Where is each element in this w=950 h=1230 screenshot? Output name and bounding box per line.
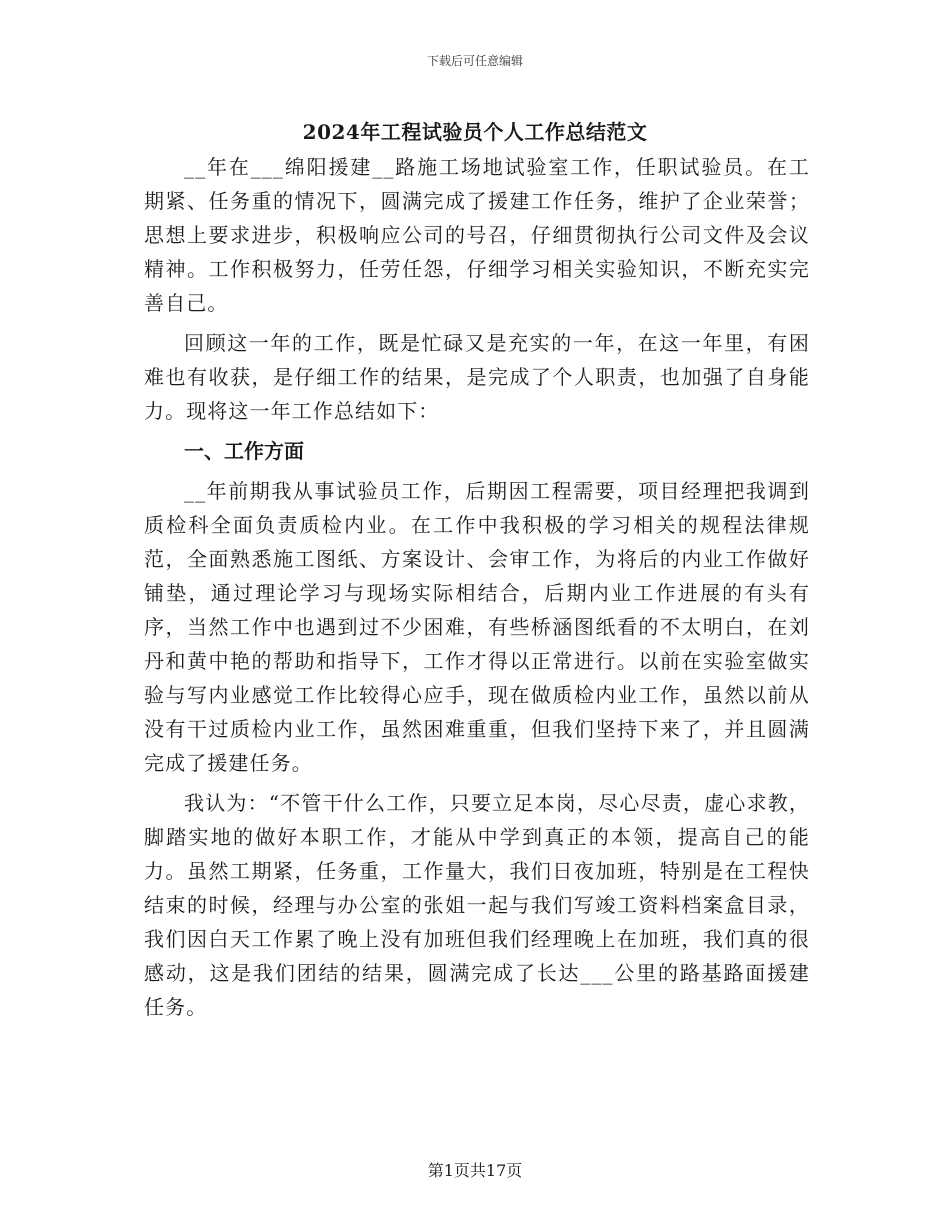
document-body (144, 150, 810, 1024)
header-note: 下载后可任意编辑 (426, 54, 523, 68)
paragraph-review: 回顾这一年的工作，既是忙碌又是充实的一年，在这一年里，有困难也有收获，是仔细工作的结果，是完成了个人职责，也加强了自身能力。现将这一年工作总结如下： (144, 331, 810, 423)
paragraph-opinion: 我认为：“不管干什么工作，只要立足本岗，尽心尽责，虚心求教，脚踏实地的做好本职工作，才能从中学到真正的本领，提高自己的能力。虽然工期紧，任务重，工作量大，我们日夜加班，特别是在工程快结束的时候，经理与办公室的张姐一起与我们写竣工资料档案盒目录，我们因白天工作累了晚上没有加班但我们经理晚上在加班，我们真的很感动，这是我们团结的结果，圆满完成了长达___公里的路基路面援建任务。 (144, 791, 810, 1019)
section-heading-work: 一、工作方面 (184, 439, 304, 463)
paragraph-work-detail: __年前期我从事试验员工作，后期因工程需要，项目经理把我调到质检科全面负责质检内业。在工作中我积极的学习相关的规程法律规范，全面熟悉施工图纸、方案设计、会审工作，为将后的内业工作做好铺垫，通过理论学习与现场实际相结合，后期内业工作进展的有头有序，当然工作中也遇到过不少困难，有些桥涵图纸看的不太明白，在刘丹和黄中艳的帮助和指导下，工作才得以正常进行。以前在实验室做实验与写内业感觉工作比较得心应手，现在做质检内业工作，虽然以前从没有干过质检内业工作，虽然困难重重，但我们坚持下来了，并且圆满完成了援建任务。 (144, 479, 810, 775)
page-number-footer: 第1页共17页 (427, 1161, 523, 1180)
paragraph-intro: __年在___绵阳援建__路施工场地试验室工作，任职试验员。在工期紧、任务重的情况下，圆满完成了援建工作任务，维护了企业荣誉；思想上要求进步，积极响应公司的号召，仔细贯彻执行公司文件及会议精神。工作积极努力，任劳任怨，仔细学习相关实验知识，不断充实完善自己。 (144, 155, 810, 315)
document-title: 2024年工程试验员个人工作总结范文 (302, 120, 648, 144)
